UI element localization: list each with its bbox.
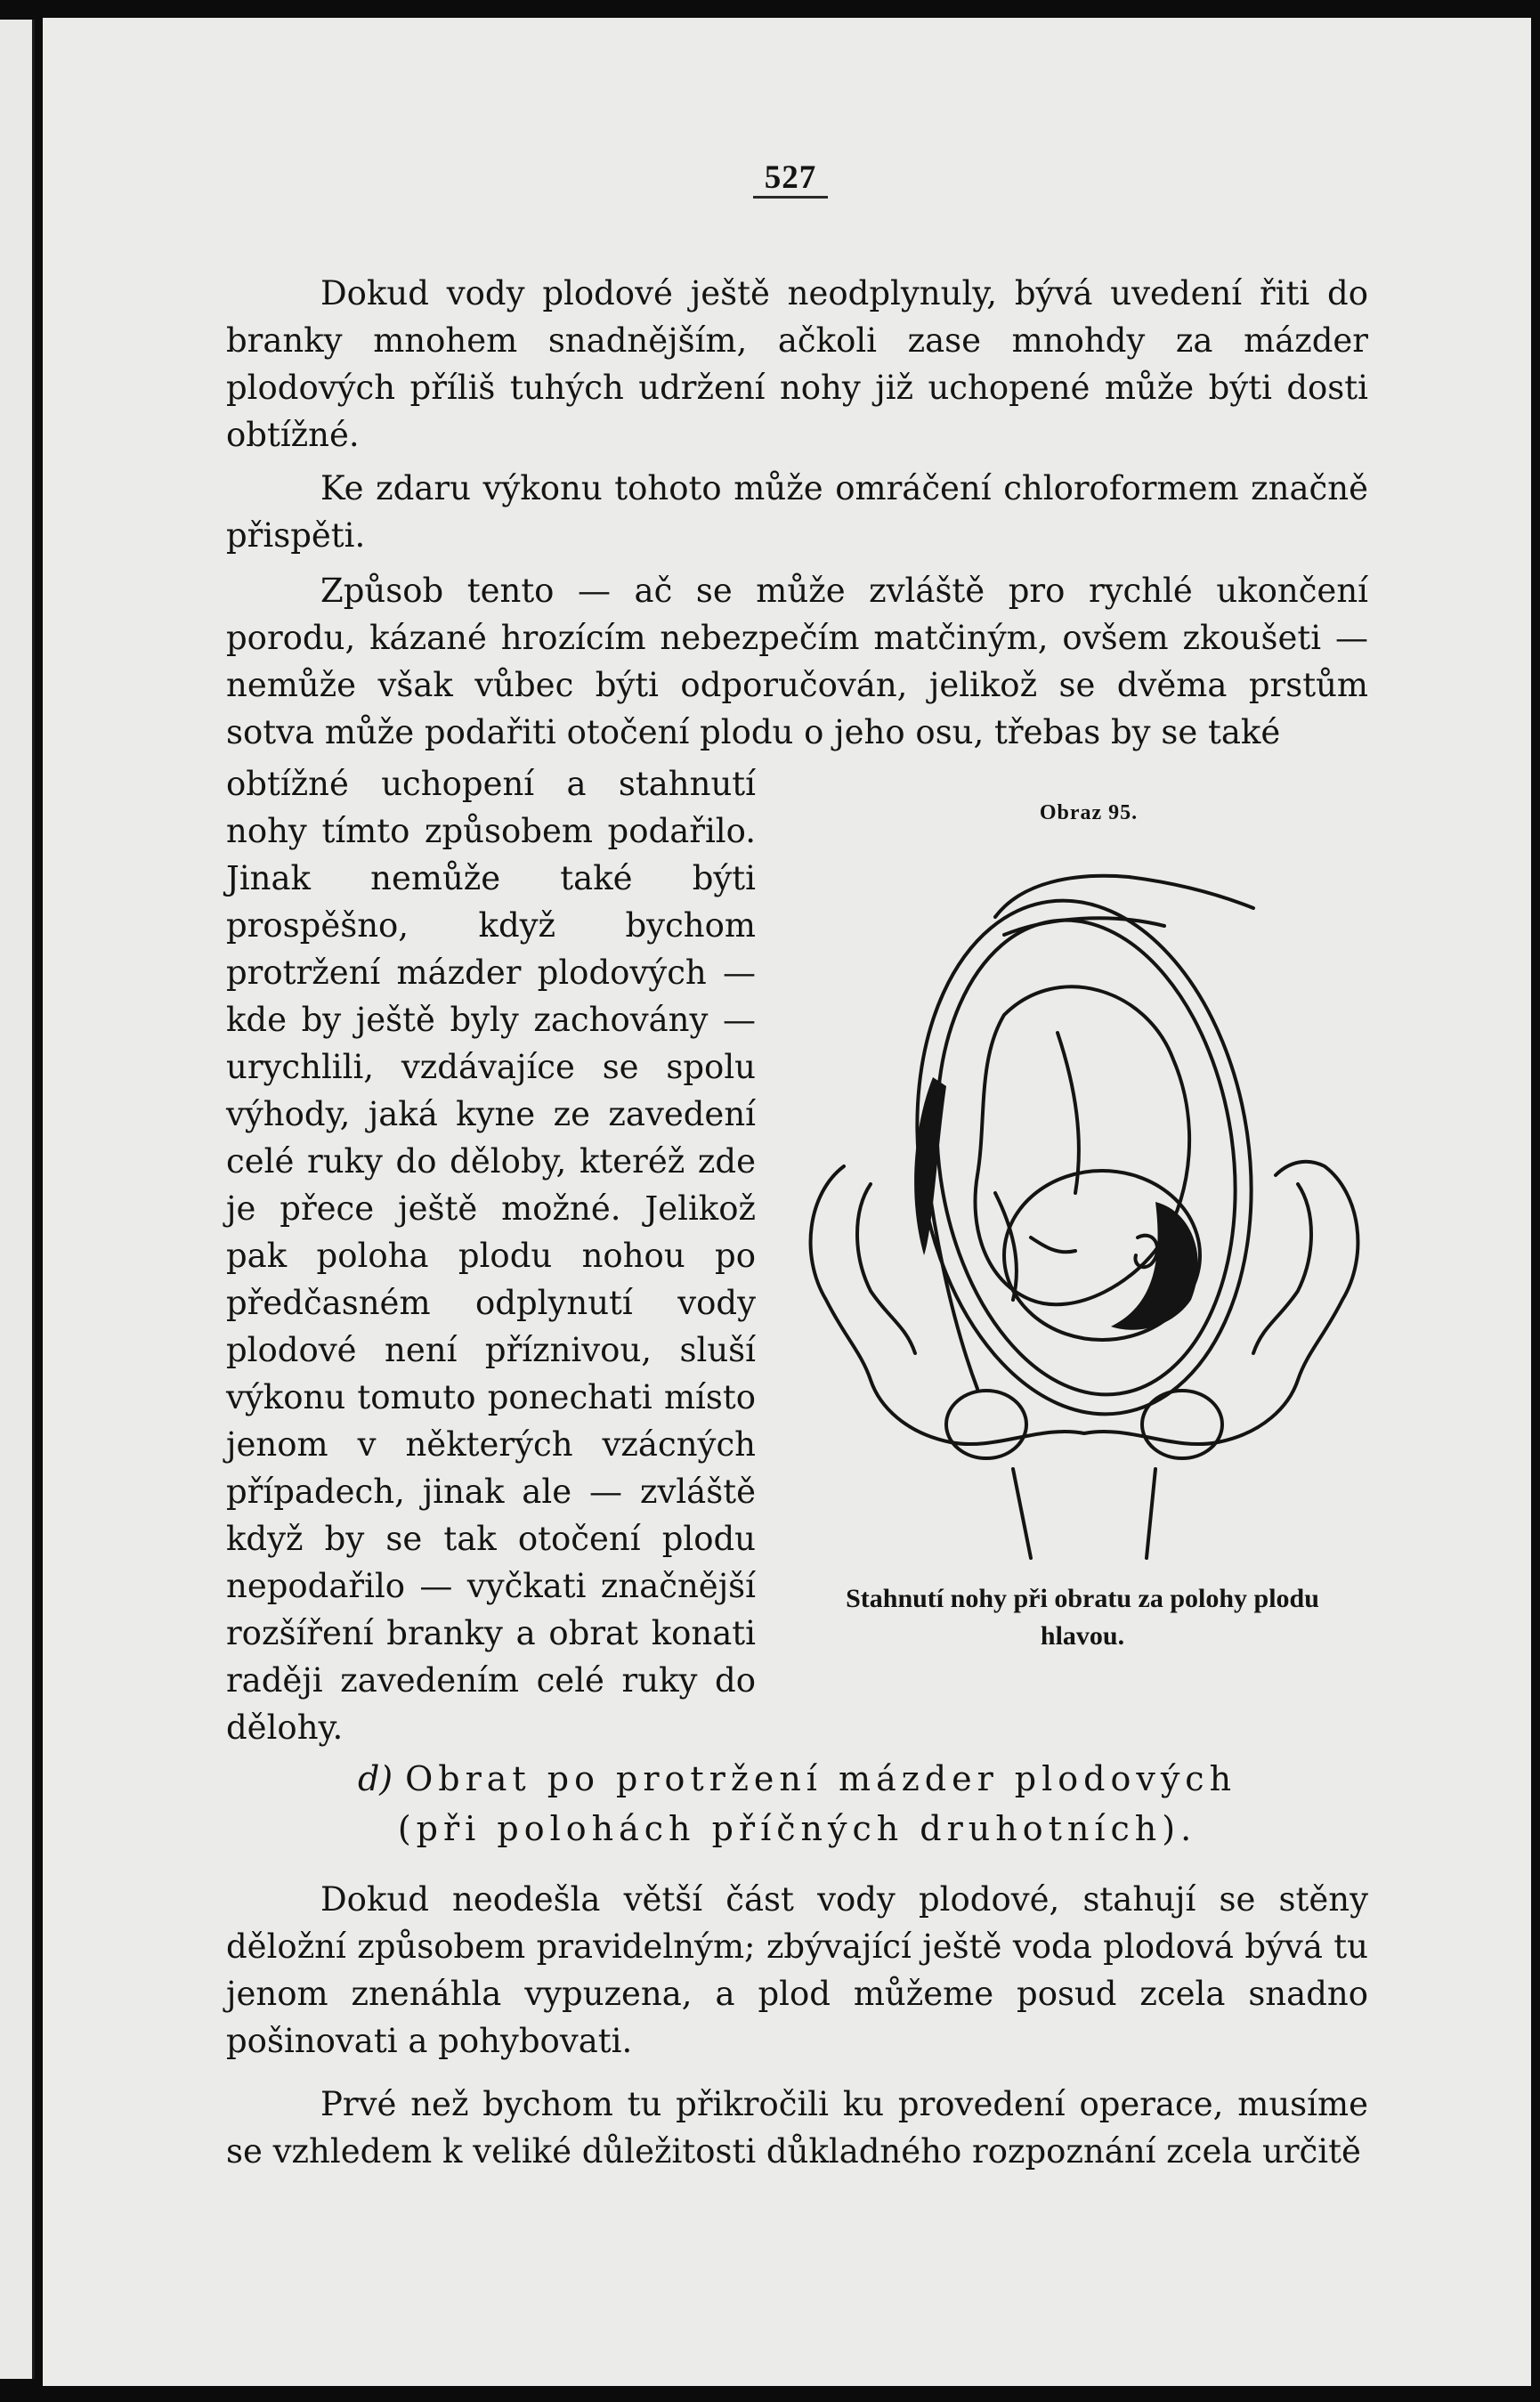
section-marker: d) — [357, 1759, 393, 1798]
femur-left — [1013, 1469, 1031, 1558]
adjacent-page-edge — [0, 20, 35, 2379]
pelvis-inner-right — [1253, 1184, 1311, 1353]
fetal-limb — [1058, 1033, 1079, 1193]
paragraph-1: Dokud vody plodové ještě neodplynuly, bývá uvedení řiti do branky mnohem snadnějším, ačkoli zase mnohdy za mázder plodových příliš tuhých udržení nohy již uchopené může býti dosti obtížné. — [226, 274, 1368, 454]
section-heading — [226, 1754, 1368, 1854]
paragraph-5: Prvé než bychom tu přikročili ku provedení operace, musíme se vzhledem k veliké důležitosti důkladného rozpoznání zcela určitě — [226, 2085, 1368, 2171]
paragraph-2: Ke zdaru výkonu tohoto může omráčení chloroformem značně přispěti. — [226, 469, 1368, 555]
uterus-outer — [885, 879, 1283, 1436]
figure-illustration — [790, 855, 1378, 1567]
page-number-rule — [753, 196, 828, 199]
section-title-line-1: Obrat po protržení mázder plodových — [405, 1759, 1237, 1798]
top-hand — [995, 876, 1253, 917]
hair-shading — [1111, 1202, 1198, 1330]
pelvis-outline — [811, 1162, 1358, 1444]
section-heading-line-1 — [226, 1754, 1368, 1804]
obstetric-illustration — [790, 855, 1378, 1567]
fetus-face — [1031, 1238, 1075, 1252]
paragraph-3-continued: obtížné uchopení a stahnutí nohy tímto způsobem podařilo. Jinak nemůže také býti prospěšno, když bychom protržení mázder plodových — kde by ještě byly zachovány — urychlili, vzdávajíce se spolu výhody, jaká kyne ze zavedení celé ruky do děloby, kteréž zde je přece ještě možné. Jelikož pak poloha plodu nohou po předčasném odplynutí vody plodové není příznivou, sluší výkonu tomuto ponechati místo jenom v některých vzácných případech, jinak ale — zvláště když by se tak otočení plodu nepodařilo — vyčkati značnější rozšíření branky a obrat konati raději zavedením celé ruky do dělohy. — [226, 765, 756, 1747]
femur-right — [1147, 1469, 1155, 1558]
page-number: 527 — [764, 159, 817, 196]
figure-label: Obraz 95. — [1039, 801, 1139, 824]
section-title-line-2: (při polohách příčných druhotních). — [397, 1809, 1197, 1848]
paragraph-4: Dokud neodešla větší část vody plodové, stahují se stěny děložní způsobem pravidelným; zbývající ještě voda plodová bývá tu jenom znenáhla vypuzena, a plod můžeme posud zcela snadno pošinovati a pohybovati. — [226, 1880, 1368, 2060]
figure-caption: Stahnutí nohy při obratu za polohy plodu hlavou. — [846, 1584, 1319, 1651]
book-page — [43, 18, 1531, 2386]
paragraph-3: Způsob tento — ač se může zvláště pro rychlé ukončení porodu, kázané hrozícím nebezpečím matčiným, ovšem zkoušeti — nemůže však vůbec býti odporučován, jelikož se dvěma prstům sotva může podařiti otočení plodu o jeho osu, třebas by se také — [226, 572, 1368, 751]
pelvis-inner — [857, 1184, 915, 1353]
obturator-left — [946, 1391, 1026, 1458]
